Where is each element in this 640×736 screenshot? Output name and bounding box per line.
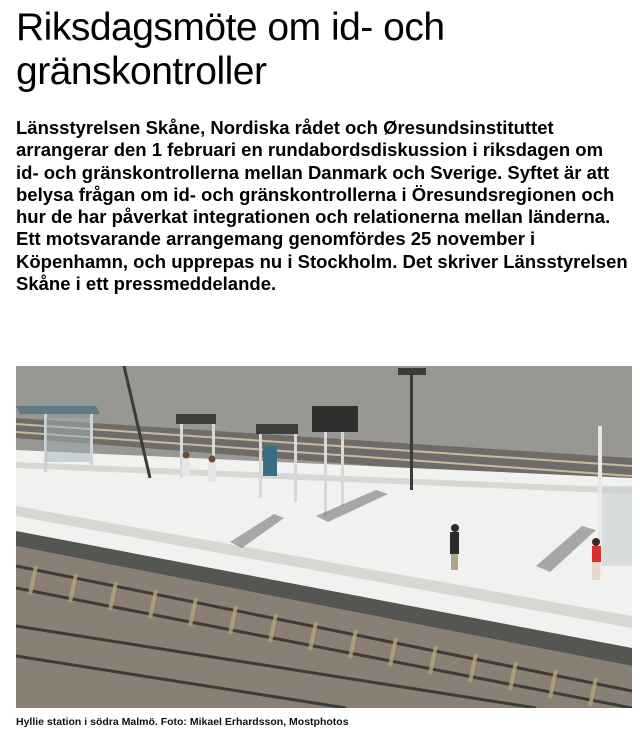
article-photo bbox=[16, 366, 632, 708]
article-headline: Riksdagsmöte om id- och gränskontroller bbox=[16, 6, 445, 93]
article-lead: Länsstyrelsen Skåne, Nordiska rådet och Øresundsinstituttet arrangerar den 1 februari en rundabordsdiskussion i riksdagen om id- och gränskontrollerna mellan Danmark och Sverige. Syftet är att belysa frågan om id- och gränskontrollerna i Öresundsregionen och hur de har påverkat integrationen och relationerna mellan länderna. Ett motsvarande arrangemang genomfördes 25 november i Köpenhamn, och upprepas nu i Stockholm. Det skriver Länsstyrelsen Skåne i ett pressmeddelande. bbox=[16, 117, 628, 295]
photo-caption: Hyllie station i södra Malmö. Foto: Mikael Erhardsson, Mostphotos bbox=[16, 716, 349, 728]
lamp-post bbox=[410, 374, 413, 490]
